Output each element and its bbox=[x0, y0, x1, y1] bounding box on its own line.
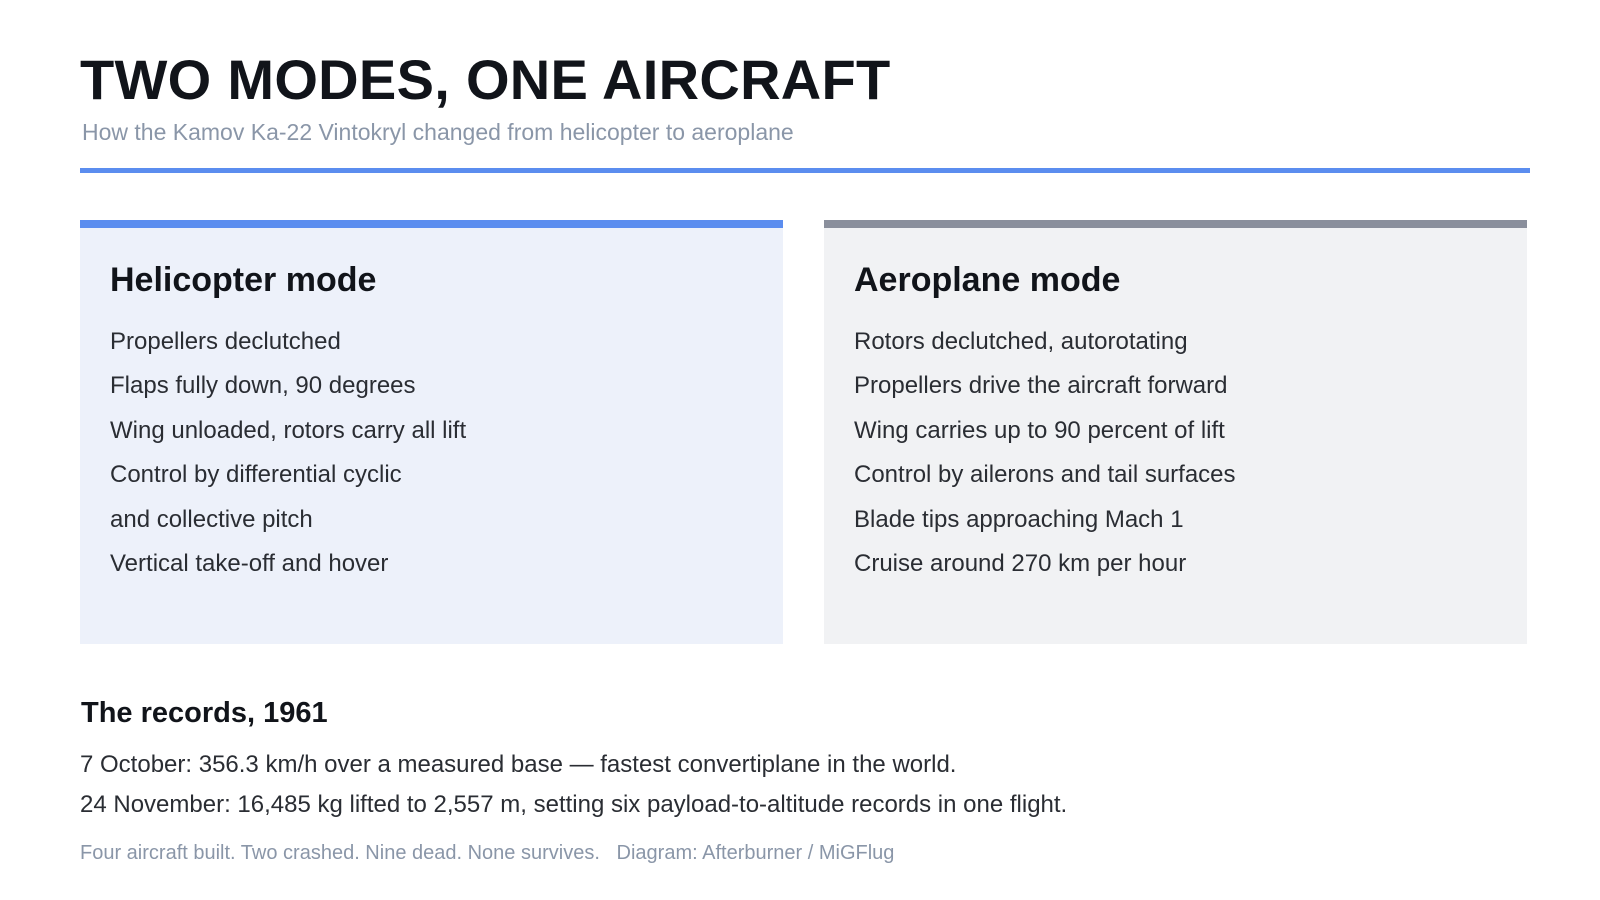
aeroplane-mode-heading: Aeroplane mode bbox=[854, 261, 1121, 299]
list-item: Wing unloaded, rotors carry all lift bbox=[110, 416, 467, 444]
helicopter-mode-panel bbox=[80, 220, 783, 644]
list-item: Flaps fully down, 90 degrees bbox=[110, 372, 416, 400]
list-item: Cruise around 270 km per hour bbox=[854, 550, 1187, 578]
list-item: Blade tips approaching Mach 1 bbox=[854, 505, 1184, 533]
helicopter-mode-heading: Helicopter mode bbox=[110, 261, 377, 299]
list-item: Control by ailerons and tail surfaces bbox=[854, 461, 1236, 489]
header-divider bbox=[80, 168, 1530, 173]
list-item: Rotors declutched, autorotating bbox=[854, 328, 1188, 355]
diagram-credit: Diagram: Afterburner / MiGFlug bbox=[616, 842, 895, 864]
list-item: Vertical take-off and hover bbox=[110, 550, 389, 578]
record-line-speed: 7 October: 356.3 km/h over a measured base — fastest convertiplane in the world. bbox=[80, 751, 957, 778]
footnote-note: Four aircraft built. Two crashed. Nine dead. None survives. bbox=[80, 842, 600, 864]
list-item: Propellers declutched bbox=[110, 328, 341, 355]
record-line-payload: 24 November: 16,485 kg lifted to 2,557 m, setting six payload-to-altitude records in one flight. bbox=[80, 791, 1068, 818]
list-item: Propellers drive the aircraft forward bbox=[854, 372, 1228, 400]
records-heading: The records, 1961 bbox=[81, 697, 328, 729]
page-subtitle: How the Kamov Ka-22 Vintokryl changed from helicopter to aeroplane bbox=[82, 119, 794, 145]
helicopter-mode-list bbox=[110, 320, 753, 586]
footnote bbox=[80, 841, 894, 865]
aeroplane-mode-panel bbox=[824, 220, 1527, 644]
list-item: Control by differential cyclic bbox=[110, 461, 402, 489]
aeroplane-mode-list bbox=[854, 320, 1497, 586]
page-title: TWO MODES, ONE AIRCRAFT bbox=[80, 48, 891, 111]
list-item: and collective pitch bbox=[110, 505, 313, 533]
list-item: Wing carries up to 90 percent of lift bbox=[854, 416, 1225, 444]
